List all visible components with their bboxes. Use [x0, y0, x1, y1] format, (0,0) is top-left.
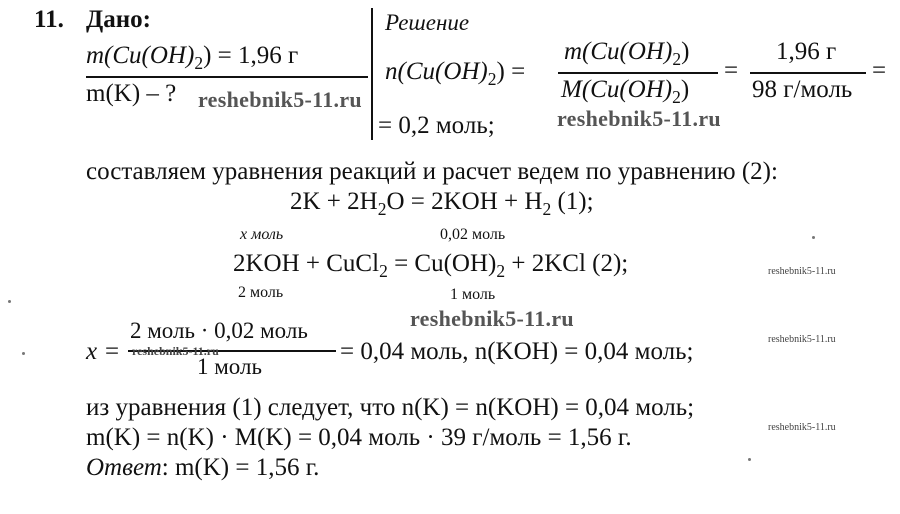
scan-speck	[8, 300, 11, 303]
watermark: reshebnik5-11.ru	[132, 344, 219, 358]
given-divider	[86, 76, 368, 78]
watermark-small: reshebnik5-11.ru	[768, 334, 836, 345]
given-label: Дано:	[86, 6, 151, 33]
watermark-small: reshebnik5-11.ru	[768, 422, 836, 433]
solution-separator	[371, 8, 373, 140]
scan-speck	[812, 236, 815, 239]
watermark: reshebnik5-11.ru	[410, 306, 574, 331]
x-result: = 0,04 моль, n(KOH) = 0,04 моль;	[340, 338, 694, 365]
text-line-equations: составляем уравнения реакций и расчет ведем по уравнению (2):	[86, 158, 778, 185]
task-number: 11.	[34, 6, 64, 33]
solution-label: Решение	[385, 10, 470, 35]
reaction-2: 2KOH + CuCl$_2$ = $Cu(OH)_2 + 2KCl$ (2);	[233, 250, 629, 282]
reaction-2-below-left: 2 моль	[238, 284, 284, 301]
fraction2-numerator: 1,96 г	[776, 38, 837, 65]
x-fraction-numerator: 2 моль · 0,02 моль	[130, 318, 308, 343]
fraction1-numerator: $m(Cu(OH)_2)$	[564, 38, 690, 70]
fraction1-denominator: $M(Cu(OH)_2)$	[561, 76, 690, 108]
find-quantity: m(K) – ?	[86, 80, 177, 107]
n-result: = 0,2 моль;	[378, 112, 495, 139]
reaction-2-above-left: x моль	[240, 226, 284, 243]
fraction2-bar	[750, 72, 866, 74]
equals-2: =	[872, 57, 887, 84]
fraction1-bar	[558, 72, 718, 74]
watermark-small: reshebnik5-11.ru	[768, 266, 836, 277]
answer-line: Ответ: m(K) = 1,56 г.	[86, 454, 320, 481]
x-fraction-denominator: 1 моль	[197, 354, 262, 379]
text-line-from-equation: из уравнения (1) следует, что n(K) = n(KOH) = 0,04 моль;	[86, 394, 695, 421]
given-mass: $m(Cu(OH)_2) = 1,96$ г	[86, 42, 299, 74]
scan-speck	[22, 352, 25, 355]
watermark: reshebnik5-11.ru	[557, 106, 721, 131]
x-variable: x =	[86, 338, 121, 365]
n-lhs: $n(Cu(OH)_2)$ =	[385, 58, 526, 90]
reaction-1: $2K + 2H_2O = 2KOH + H_2$ (1);	[290, 188, 594, 220]
reaction-2-below-right: 1 моль	[450, 286, 496, 303]
scan-speck	[748, 458, 751, 461]
fraction2-denominator: 98 г/моль	[752, 76, 853, 103]
text-line-mass: m(K) = n(K) · M(K) = 0,04 моль · 39 г/моль = 1,56 г.	[86, 424, 632, 451]
reaction-2-above-right: 0,02 моль	[440, 226, 506, 243]
watermark: reshebnik5-11.ru	[198, 87, 362, 112]
equals-1: =	[724, 57, 739, 84]
